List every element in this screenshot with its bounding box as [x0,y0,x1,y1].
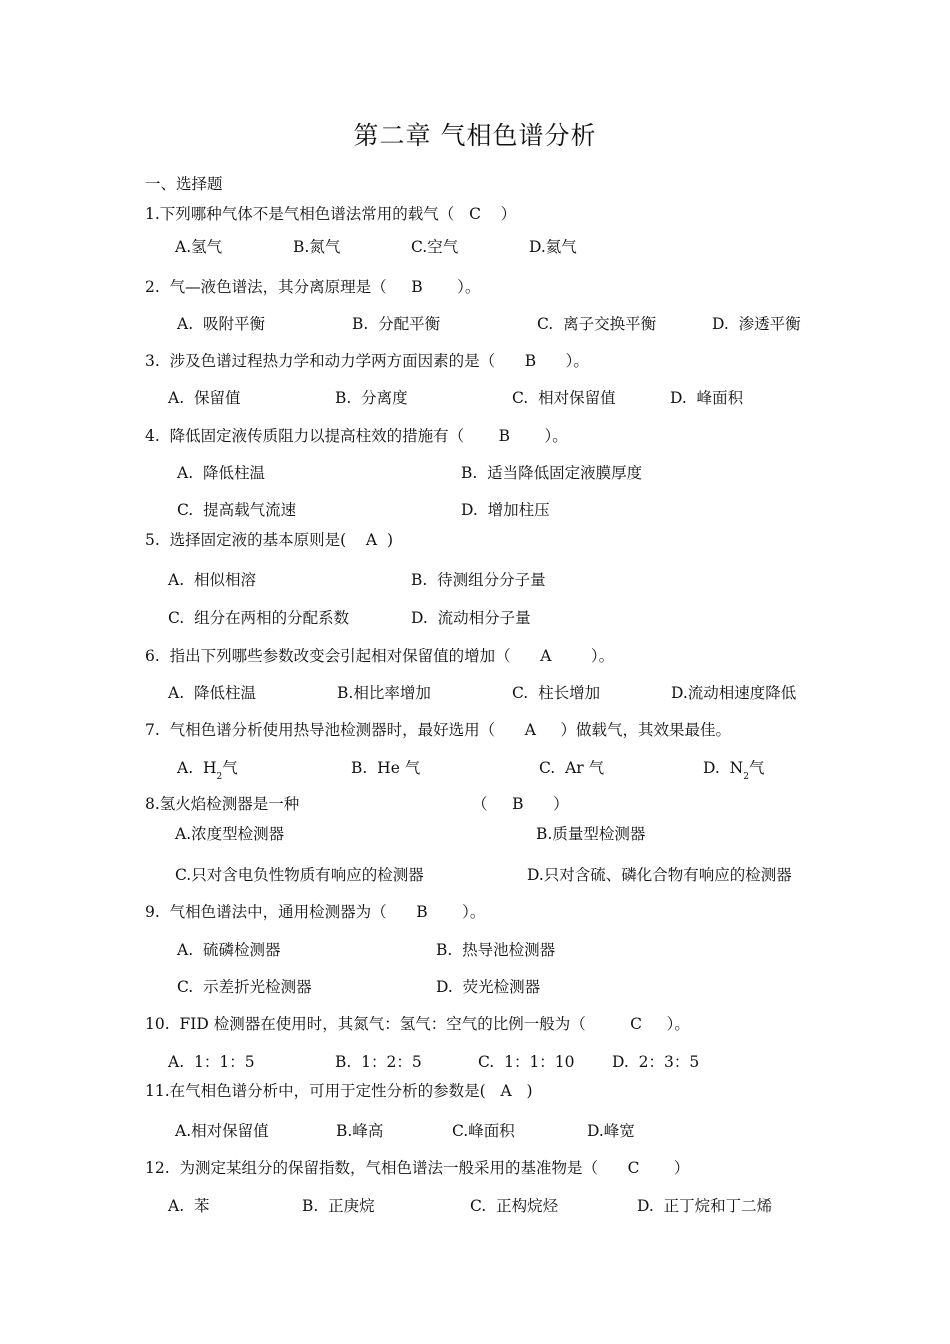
question-8-option-d: D.只对含硫、磷化合物有响应的检测器 [527,866,792,884]
question-7-stem: 7. 气相色谱分析使用热导池检测器时，最好选用（ A ）做载气，其效果最佳。 [145,721,732,739]
question-1-option-a: A.氢气 [175,238,223,256]
question-10-option-c: C. 1：1：10 [478,1053,575,1071]
question-3-option-b: B. 分离度 [335,389,408,407]
section-heading: 一、选择题 [145,175,223,193]
question-7-option-a: A. $H_2$气 [177,759,238,782]
question-6-stem: 6. 指出下列哪些参数改变会引起相对保留值的增加（ A ）。 [145,647,615,665]
question-8-stem: 8.氢火焰检测器是一种 [145,795,300,813]
question-9-option-a: A. 硫磷检测器 [177,941,281,959]
question-5-option-a: A. 相似相溶 [168,571,256,589]
question-11-option-b: B.峰高 [336,1122,384,1140]
question-1-option-c: C.空气 [411,238,459,256]
question-8-answer: （ B ） [472,795,569,813]
question-3-stem: 3. 涉及色谱过程热力学和动力学两方面因素的是（ B ）。 [145,352,589,370]
question-10-option-d: D. 2：3：5 [612,1053,700,1071]
question-4-option-c: C. 提高载气流速 [177,501,297,519]
page-title: 第二章 气相色谱分析 [353,121,597,150]
question-2-stem: 2. 气—液色谱法，其分离原理是（ B ）。 [145,278,481,296]
question-5-option-b: B. 待测组分分子量 [411,571,546,589]
question-12-option-d: D. 正丁烷和丁二烯 [637,1197,773,1215]
question-9-option-c: C. 示差折光检测器 [177,978,312,996]
question-7-option-c: C. Ar 气 [539,759,605,777]
question-11-option-c: C.峰面积 [452,1122,515,1140]
subscript: 2 [216,772,223,782]
question-5-stem: 5. 选择固定液的基本原则是( A ) [145,531,393,549]
question-12-option-b: B. 正庚烷 [302,1197,375,1215]
question-9-option-d: D. 荧光检测器 [436,978,541,996]
question-4-option-b: B. 适当降低固定液膜厚度 [461,464,643,482]
question-3-option-a: A. 保留值 [168,389,241,407]
question-3-option-c: C. 相对保留值 [512,389,616,407]
question-12-option-c: C. 正构烷烃 [470,1197,559,1215]
question-9-stem: 9. 气相色谱法中，通用检测器为（ B ）。 [145,903,486,921]
question-12-option-a: A. 苯 [168,1197,210,1215]
question-2-option-a: A. 吸附平衡 [177,315,265,333]
question-8-option-b: B.质量型检测器 [536,825,646,843]
question-5-option-c: C. 组分在两相的分配系数 [168,609,350,627]
question-8-option-a: A.浓度型检测器 [175,825,285,843]
question-6-option-c: C. 柱长增加 [512,684,601,702]
question-8-option-c: C.只对含电负性物质有响应的检测器 [175,866,424,884]
question-1-stem: 1.下列哪种气体不是气相色谱法常用的载气（ C ） [145,205,517,223]
question-10-option-b: B. 1：2：5 [335,1053,422,1071]
question-2-option-d: D. 渗透平衡 [712,315,801,333]
question-11-option-d: D.峰宽 [587,1122,635,1140]
question-11-stem: 11.在气相色谱分析中，可用于定性分析的参数是( A ) [145,1082,533,1100]
question-6-option-a: A. 降低柱温 [168,684,256,702]
question-4-option-a: A. 降低柱温 [177,464,265,482]
question-1-option-b: B.氮气 [293,238,341,256]
question-3-option-d: D. 峰面积 [670,389,744,407]
question-10-option-a: A. 1：1：5 [168,1053,255,1071]
question-5-option-d: D. 流动相分子量 [411,609,531,627]
question-6-option-b: B.相比率增加 [337,684,431,702]
question-1-option-d: D.氦气 [529,238,577,256]
question-7-option-b: B. He 气 [351,759,421,777]
question-4-stem: 4. 降低固定液传质阻力以提高柱效的措施有（ B ）。 [145,427,568,445]
question-4-option-d: D. 增加柱压 [461,501,550,519]
question-6-option-d: D.流动相速度降低 [671,684,797,702]
question-10-stem: 10. FID 检测器在使用时，其氮气：氢气：空气的比例一般为（ C ）。 [145,1015,690,1033]
question-2-option-c: C. 离子交换平衡 [537,315,657,333]
question-12-stem: 12. 为测定某组分的保留指数，气相色谱法一般采用的基准物是（ C ） [145,1159,690,1177]
question-11-option-a: A.相对保留值 [175,1122,269,1140]
question-2-option-b: B. 分配平衡 [352,315,441,333]
question-7-option-d: D. $N_2$气 [703,759,765,782]
question-9-option-b: B. 热导池检测器 [436,941,556,959]
subscript: 2 [743,772,749,782]
